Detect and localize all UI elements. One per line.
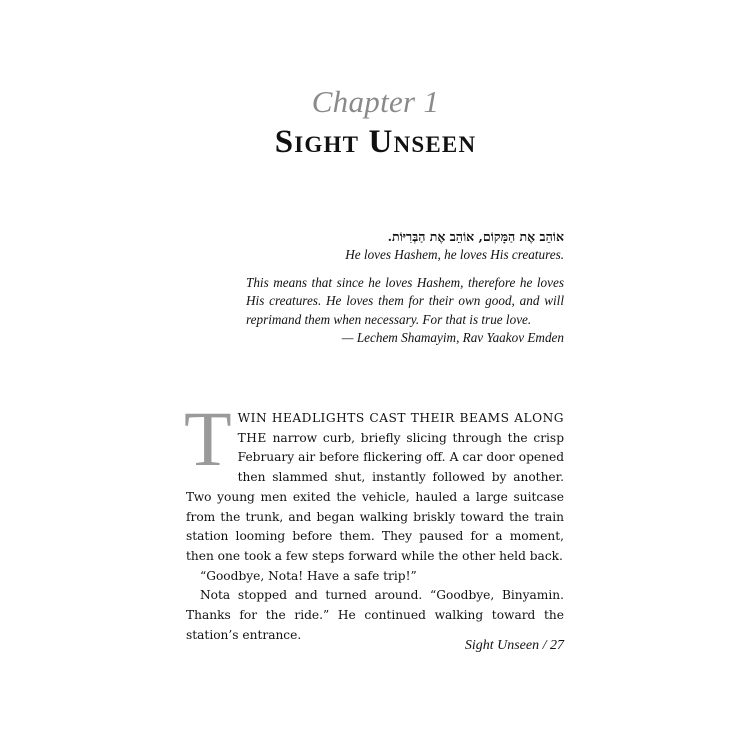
chapter-title: Sight Unseen [274, 124, 477, 160]
lead-in-text: WIN HEADLIGHTS CAST THEIR BEAMS ALONG THE [237, 411, 564, 445]
running-title: Sight Unseen [464, 638, 540, 653]
drop-cap: T [184, 395, 232, 482]
paragraph-nota: Nota stopped and turned around. “Goodbye, Binyamin. Thanks for the ride.” He continued walking toward the station’s entrance. [186, 588, 564, 642]
paragraph-dialogue: “Goodbye, Nota! Have a safe trip!” [200, 568, 417, 583]
paragraph-opening [184, 395, 564, 567]
epigraph [246, 228, 564, 348]
chapter-label: Chapter 1 [311, 84, 440, 119]
chapter-body [184, 395, 564, 645]
epigraph-source: — Lechem Shamayim, Rav Yaakov Emden [341, 330, 564, 345]
page-footer [465, 638, 564, 654]
epigraph-hebrew: אוֹהֵב אֶת הַמָּקוֹם, אוֹהֵב אֶת הַבְּרִיּוֹת. [387, 229, 564, 244]
page-number: 27 [550, 638, 564, 653]
paragraph-1-text: narrow curb, briefly slicing through the crisp February air before flickering off. A car door opened then slammed shut, instantly followed by another. Two young men exited the vehicle, hauled a large suitcase from the trunk, and began walking briskly toward the train station looming before them. They paused for a moment, then one took a few steps forward while the other held back. [186, 430, 564, 563]
epigraph-commentary: This means that since he loves Hashem, therefore he loves His creatures. He loves them for their own good, and will reprimand them when necessary. For that is true love. [246, 274, 564, 327]
epigraph-translation: He loves Hashem, he loves His creatures. [345, 247, 564, 262]
folio-separator: / [542, 638, 547, 653]
